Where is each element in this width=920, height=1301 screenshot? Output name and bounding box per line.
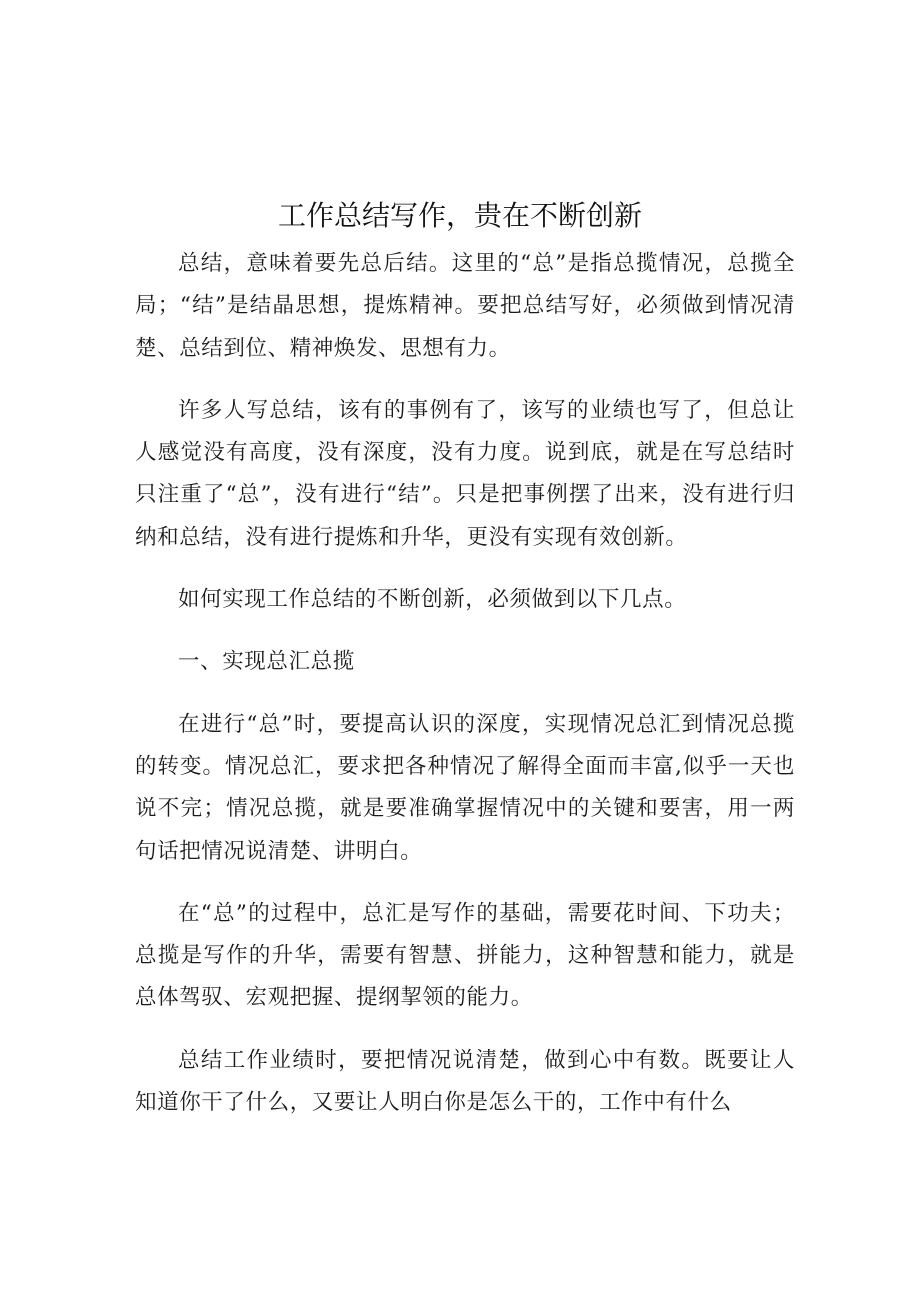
paragraph-6: 总结工作业绩时，要把情况说清楚，做到心中有数。既要让人知道你干了什么，又要让人明白你是怎么干的，工作中有什么 — [135, 1047, 795, 1116]
document-body — [135, 243, 795, 1144]
section-heading-1: 一、实现总汇总揽 — [178, 649, 355, 675]
paragraph-3: 如何实现工作总结的不断创新，必须做到以下几点。 — [178, 587, 687, 613]
paragraph-4: 在进行“总”时，要提高认识的深度，实现情况总汇到情况总揽的转变。情况总汇，要求把各种情况了解得全面而丰富,似乎一天也说不完；情况总揽，就是要准确掌握情况中的关键和要害，用一两句话把情况说清楚、讲明白。 — [135, 711, 795, 864]
paragraph-1: 总结，意味着要先总后结。这里的“总”是指总揽情况，总揽全局；“结”是结晶思想，提炼精神。要把总结写好，必须做到情况清楚、总结到位、精神焕发、思想有力。 — [135, 251, 795, 361]
paragraph-5: 在“总”的过程中，总汇是写作的基础，需要花时间、下功夫；总揽是写作的升华，需要有智慧、拼能力，这种智慧和能力，就是总体驾驭、宏观把握、提纲挈领的能力。 — [135, 900, 795, 1011]
document-title: 工作总结写作，贵在不断创新 — [277, 199, 642, 232]
paragraph-2: 许多人写总结，该有的事例有了，该写的业绩也写了，但总让人感觉没有高度，没有深度，没有力度。说到底，就是在写总结时只注重了“总”，没有进行“结”。只是把事例摆了出来，没有进行归纳和总结，没有进行提炼和升华，更没有实现有效创新。 — [135, 397, 795, 550]
